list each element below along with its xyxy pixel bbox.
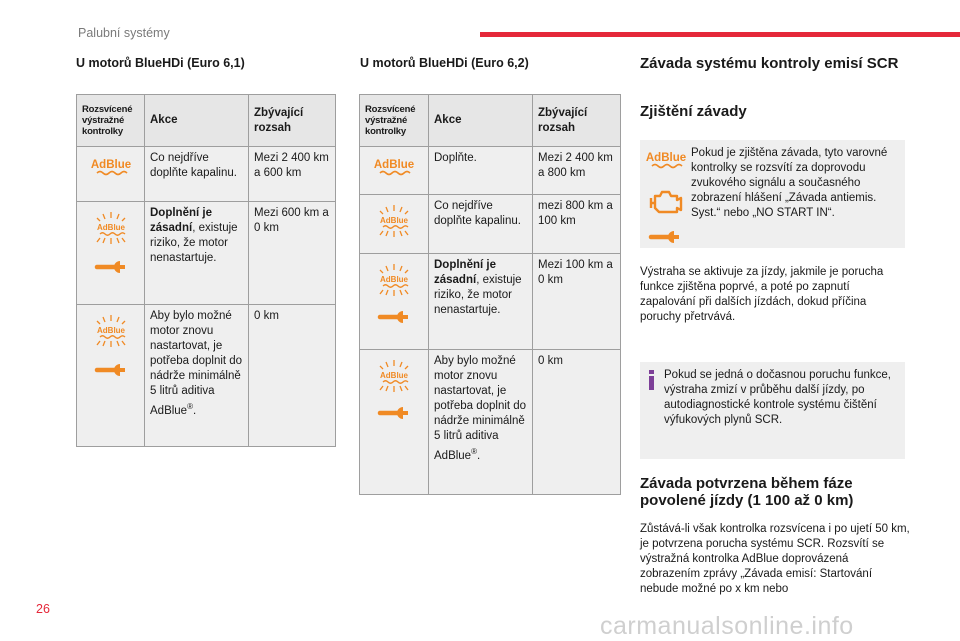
left-table <box>76 94 336 447</box>
header-title: Palubní systémy <box>78 26 170 40</box>
engine-warning-icon <box>647 186 685 216</box>
table-row <box>360 350 621 495</box>
lights-cell <box>77 305 145 447</box>
col-header-action: Akce <box>145 95 249 147</box>
wrench-icon <box>94 258 128 276</box>
confirmed-title: Závada potvrzena během fáze povolené jízdy (1 100 až 0 km) <box>640 475 854 509</box>
info-icon <box>649 370 654 374</box>
table-row <box>77 202 336 305</box>
svg-text:AdBlue: AdBlue <box>380 216 408 225</box>
adblue-icon <box>89 155 133 179</box>
table-row <box>360 195 621 254</box>
svg-text:AdBlue: AdBlue <box>90 159 131 171</box>
col-header-lights: Rozsvícené výstražné kontrolky <box>360 95 429 147</box>
left-table-heading: U motorů BlueHDi (Euro 6,1) <box>76 56 245 70</box>
svg-text:AdBlue: AdBlue <box>380 371 408 380</box>
col-header-range: Zbývající rozsah <box>533 95 621 147</box>
range-cell: 0 km <box>249 305 336 447</box>
wrench-icon <box>377 404 411 422</box>
action-cell: Aby bylo možné motor znovu nastartovat, je potřeba doplnit do nádrže minimálně 5 litrů aditiva AdBlue®. <box>145 305 249 447</box>
watermark: carmanualsonline.info <box>600 612 854 640</box>
detect-title: Zjištění závady <box>640 103 747 120</box>
adblue-icon <box>644 148 688 172</box>
confirmed-text: Zůstává-li však kontrolka rozsvícena i po ujetí 50 km, je potvrzena porucha systému SCR. Rozsvítí se výstražná kontrolka AdBlue doprovázená zobrazením zprávy „Závada emisí: Startování nebude možné po x km nebo <box>640 523 910 595</box>
action-cell: Co nejdříve doplňte kapalinu. <box>145 147 249 202</box>
svg-text:AdBlue: AdBlue <box>380 275 408 284</box>
col-header-action: Akce <box>429 95 533 147</box>
action-cell: Doplnění je zásadní, existuje riziko, že motor nenastartuje. <box>429 254 533 350</box>
lights-cell <box>77 147 145 202</box>
lights-cell <box>77 202 145 305</box>
page-number: 26 <box>36 602 50 616</box>
table-row <box>77 147 336 202</box>
svg-text:AdBlue: AdBlue <box>96 223 125 232</box>
adblue-flashing-icon <box>372 358 416 392</box>
range-cell: Mezi 100 km a 0 km <box>533 254 621 350</box>
adblue-flashing-icon <box>89 313 133 347</box>
table-row <box>77 305 336 447</box>
info-icon-bar <box>649 376 654 390</box>
adblue-icon <box>372 155 416 179</box>
action-cell: Doplnění je zásadní, existuje riziko, že motor nenastartuje. <box>145 202 249 305</box>
table-row <box>360 254 621 350</box>
wrench-icon <box>377 308 411 326</box>
body-paragraph: Výstraha se aktivuje za jízdy, jakmile je porucha funkce zjištěna poprvé, a poté po zapnutí zapalování při dalších jízdách, dokud příčina poruchy přetrvává. <box>640 266 884 323</box>
info-text: Pokud se jedná o dočasnou poruchu funkce, výstraha zmizí v průběhu další jízdy, po autodiagnostické kontrole systému čištění výfukových plynů SCR. <box>664 369 891 426</box>
header-accent-bar <box>480 32 960 37</box>
range-cell: Mezi 2 400 km a 600 km <box>249 147 336 202</box>
range-cell: 0 km <box>533 350 621 495</box>
range-cell: mezi 800 km a 100 km <box>533 195 621 254</box>
adblue-flashing-icon <box>372 262 416 296</box>
mid-table-heading: U motorů BlueHDi (Euro 6,2) <box>360 56 529 70</box>
action-cell: Aby bylo možné motor znovu nastartovat, je potřeba doplnit do nádrže minimálně 5 litrů aditiva AdBlue®. <box>429 350 533 495</box>
svg-text:AdBlue: AdBlue <box>373 159 415 171</box>
detect-text: Pokud je zjištěna závada, tyto varovné kontrolky se rozsvítí za doprovodu zvukového signálu a současného zobrazení hlášení „Závada antiemis. Syst.“ nebo „NO START IN“. <box>691 147 888 219</box>
lights-cell <box>360 350 429 495</box>
col-header-range: Zbývající rozsah <box>249 95 336 147</box>
svg-text:AdBlue: AdBlue <box>96 326 125 335</box>
range-cell: Mezi 2 400 km a 800 km <box>533 147 621 195</box>
wrench-icon <box>648 228 682 246</box>
lights-cell <box>360 195 429 254</box>
mid-table <box>359 94 621 495</box>
svg-text:AdBlue: AdBlue <box>645 152 687 164</box>
range-cell: Mezi 600 km a 0 km <box>249 202 336 305</box>
action-cell: Co nejdříve doplňte kapalinu. <box>429 195 533 254</box>
section-title: Závada systému kontroly emisí SCR <box>640 55 899 72</box>
lights-cell <box>360 254 429 350</box>
table-row <box>360 147 621 195</box>
adblue-flashing-icon <box>372 203 416 237</box>
action-cell: Doplňte. <box>429 147 533 195</box>
wrench-icon <box>94 361 128 379</box>
col-header-lights: Rozsvícené výstražné kontrolky <box>77 95 145 147</box>
lights-cell <box>360 147 429 195</box>
adblue-flashing-icon <box>89 210 133 244</box>
